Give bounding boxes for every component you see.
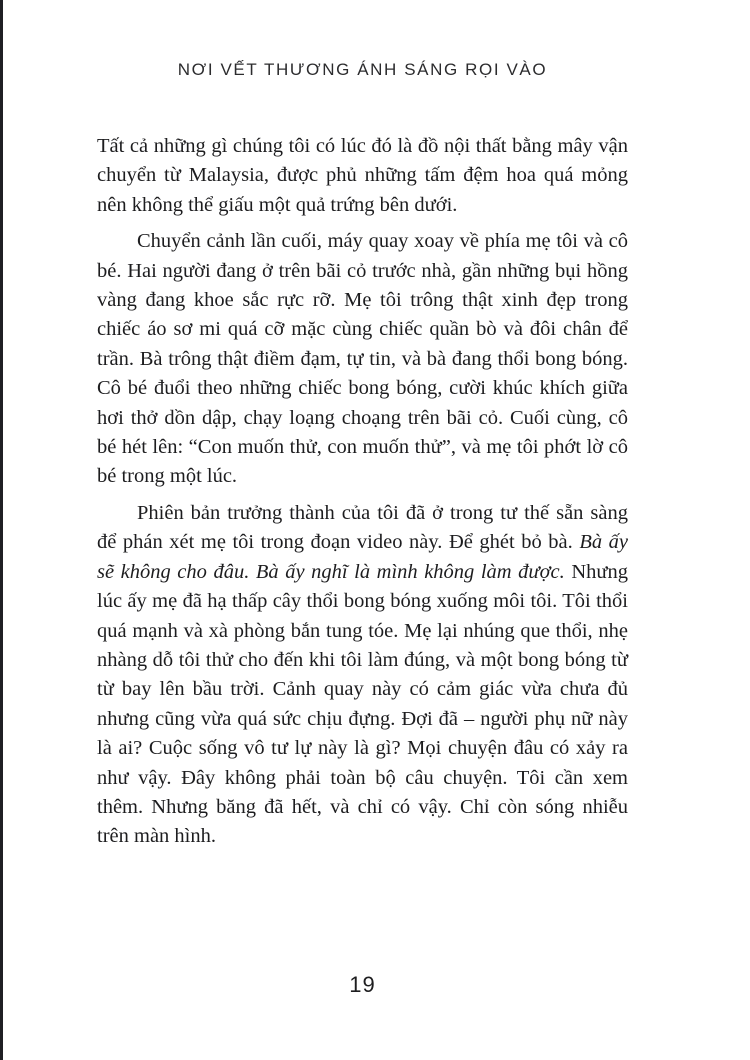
italic-text-segment: Bà ấy sẽ không cho đâu. Bà ấy nghĩ là mình không làm được. bbox=[97, 531, 628, 583]
body-paragraph bbox=[97, 132, 628, 220]
body-paragraph bbox=[97, 499, 628, 852]
text-segment: Chuyển cảnh lần cuối, máy quay xoay về phía mẹ tôi và cô bé. Hai người đang ở trên bãi cỏ trước nhà, gần những bụi hồng vàng đang khoe sắc rực rỡ. Mẹ tôi trông thật xinh đẹp trong chiếc áo sơ mi quá cỡ mặc cùng chiếc quần bò và đôi chân để trần. Bà trông thật điềm đạm, tự tin, và bà đang thổi bong bóng. Cô bé đuổi theo những chiếc bong bóng, cười khúc khích giữa hơi thở dồn dập, chạy loạng choạng trên bãi cỏ. Cuối cùng, cô bé hét lên: “Con muốn thử, con muốn thử”, và mẹ tôi phớt lờ cô bé trong một lúc. bbox=[97, 230, 628, 488]
body-text-block bbox=[97, 132, 628, 852]
text-segment: Tất cả những gì chúng tôi có lúc đó là đồ nội thất bằng mây vận chuyển từ Malaysia, được phủ những tấm đệm hoa quá mỏng nên không thể giấu một quả trứng bên dưới. bbox=[97, 135, 628, 216]
text-segment: Phiên bản trưởng thành của tôi đã ở trong tư thế sẵn sàng để phán xét mẹ tôi trong đoạn video này. Để ghét bỏ bà. bbox=[97, 501, 628, 554]
text-segment: Nhưng lúc ấy mẹ đã hạ thấp cây thổi bong bóng xuống môi tôi. Tôi thổi quá mạnh và xà phòng bắn tung tóe. Mẹ lại nhúng que thổi, nhẹ nhàng dỗ tôi thử cho đến khi tôi làm đúng, và một bong bóng từ từ bay lên bầu trời. Cảnh quay này có cảm giác vừa chưa đủ nhưng cũng vừa quá sức chịu đựng. Đợi đã – người phụ nữ này là ai? Cuộc sống vô tư lự này là gì? Mọi chuyện đâu có xảy ra như vậy. Đây không phải toàn bộ câu chuyện. Tôi cần xem thêm. Nhưng băng đã hết, và chỉ có vậy. Chỉ còn sóng nhiễu trên màn hình. bbox=[97, 560, 628, 848]
running-header: NƠI VẾT THƯƠNG ÁNH SÁNG RỌI VÀO bbox=[177, 60, 548, 79]
page-edge-line bbox=[0, 0, 3, 1060]
page-number: 19 bbox=[349, 972, 376, 997]
body-paragraph bbox=[97, 227, 628, 492]
